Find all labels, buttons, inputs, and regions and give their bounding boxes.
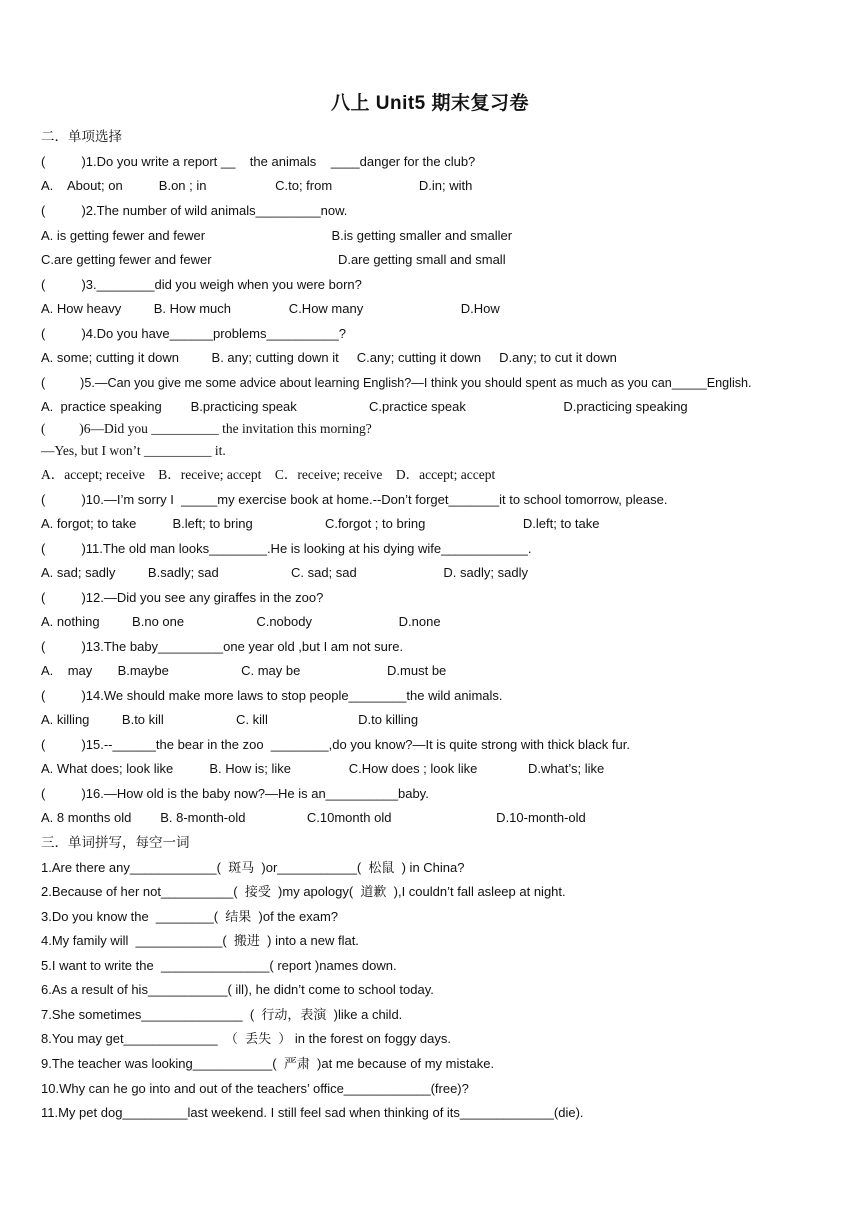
option-line: A. About; on B.on ; in C.to; from D.in; with	[41, 178, 473, 193]
question-line: ( )15.--______the bear in the zoo ________,do you know?—It is quite strong with thick black fur.	[41, 737, 630, 752]
option-line: C.are getting fewer and fewer D.are getting small and small	[41, 252, 506, 267]
spelling-line: 2.Because of her not__________( 接受 )my apology( 道歉 ),I couldn’t fall asleep at night.	[41, 884, 566, 899]
question-line: ( )6—Did you __________ the invitation this morning?	[41, 421, 372, 436]
section-heading: 二．单项选择	[41, 129, 122, 144]
option-line: A. killing B.to kill C. kill D.to killing	[41, 712, 419, 727]
section-heading: 三．单词拼写，每空一词	[41, 835, 190, 850]
spelling-line: 3.Do you know the ________( 结果 )of the exam?	[41, 909, 339, 924]
spelling-line: 9.The teacher was looking___________( 严肃 )at me because of my mistake.	[41, 1056, 495, 1071]
question-line: ( )14.We should make more laws to stop people________the wild animals.	[41, 688, 503, 703]
question-line: ( )3.________did you weigh when you were born?	[41, 277, 362, 292]
option-line: A．accept; receive B．receive; accept C．receive; receive D．accept; accept	[41, 467, 496, 482]
option-line: A. forgot; to take B.left; to bring C.forgot ; to bring D.left; to take	[41, 516, 600, 531]
spelling-line: 10.Why can he go into and out of the teachers’ office____________(free)?	[41, 1081, 469, 1096]
question-line: ( )11.The old man looks________.He is looking at his dying wife____________.	[41, 541, 532, 556]
question-line: ( )1.Do you write a report __ the animals ____danger for the club?	[41, 154, 476, 169]
question-line: ( )13.The baby_________one year old ,but I am not sure.	[41, 639, 404, 654]
spelling-line: 4.My family will ____________( 搬进 ) into a new flat.	[41, 933, 359, 948]
question-line: ( )2.The number of wild animals_________now.	[41, 203, 348, 218]
spelling-line: 8.You may get_____________ （ 丢失 ） in the forest on foggy days.	[41, 1031, 452, 1046]
question-line: ( )4.Do you have______problems__________?	[41, 326, 346, 341]
spelling-line: 1.Are there any____________( 斑马 )or___________( 松鼠 ) in China?	[41, 860, 465, 875]
option-line: A. How heavy B. How much C.How many D.How	[41, 301, 500, 316]
question-line: ( )10.—I’m sorry I _____my exercise book at home.--Don’t forget_______it to school tomorrow, please.	[41, 492, 668, 507]
spelling-line: 7.She sometimes______________ ( 行动，表演 )like a child.	[41, 1007, 403, 1022]
question-line: ( )16.—How old is the baby now?—He is an__________baby.	[41, 786, 429, 801]
option-line: A. sad; sadly B.sadly; sad C. sad; sad D. sadly; sadly	[41, 565, 528, 580]
option-line: A. nothing B.no one C.nobody D.none	[41, 614, 441, 629]
option-line: A. is getting fewer and fewer B.is getting smaller and smaller	[41, 228, 513, 243]
question-line: ( )5.—Can you give me some advice about learning English?—I think you should spent as much as you can_____English.	[41, 376, 752, 390]
spelling-line: 6.As a result of his___________( ill), he didn’t come to school today.	[41, 982, 434, 997]
option-line: A. practice speaking B.practicing speak C.practice speak D.practicing speaking	[41, 399, 688, 414]
option-line: A. 8 months old B. 8-month-old C.10month old D.10-month-old	[41, 810, 586, 825]
option-line: A. What does; look like B. How is; like C.How does ; look like D.what’s; like	[41, 761, 605, 776]
question-line: ( )12.—Did you see any giraffes in the zoo?	[41, 590, 324, 605]
spelling-line: 5.I want to write the _______________( report )names down.	[41, 958, 397, 973]
spelling-line: 11.My pet dog_________last weekend. I still feel sad when thinking of its_____________(die).	[41, 1105, 584, 1120]
page-title: 八上 Unit5 期末复习卷	[330, 93, 530, 114]
option-line: A. some; cutting it down B. any; cutting down it C.any; cutting it down D.any; to cut it down	[41, 350, 617, 365]
option-line: A. may B.maybe C. may be D.must be	[41, 663, 447, 678]
question-line: —Yes, but I won’t __________ it.	[41, 443, 226, 458]
